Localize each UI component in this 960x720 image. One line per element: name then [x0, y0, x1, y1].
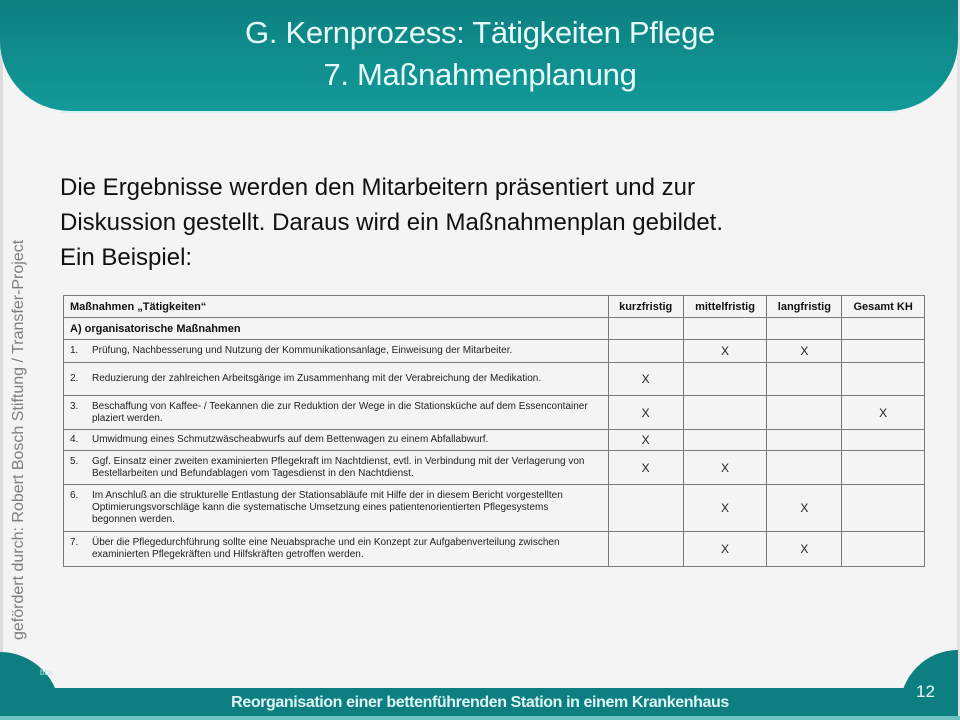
table-row [64, 363, 925, 396]
section-row [64, 318, 925, 340]
header-short-term: kurzfristig [608, 296, 683, 318]
measure-number: 1. [70, 345, 79, 356]
intro-line-2: Diskussion gestellt. Daraus wird ein Maßnahmenplan gebildet. [60, 209, 723, 236]
empty-cell [767, 318, 842, 340]
total-mark [842, 532, 925, 567]
short-term-mark: X [608, 363, 683, 396]
mid-term-mark: X [683, 532, 767, 567]
mid-term-mark: X [683, 340, 767, 363]
table-row [64, 532, 925, 567]
measure-cell [64, 430, 609, 451]
header-highlight [60, 111, 898, 113]
mid-term-mark [683, 396, 767, 430]
measure-text: Ggf. Einsatz einer zweiten examinierten Pflegekraft im Nachtdienst, evtl. in Verbindung mit der Verlagerung von Bestellarbeiten und Befundablagen vom Tagesdienst in den Nachtdienst. [92, 455, 585, 479]
measure-cell [64, 532, 609, 567]
short-term-mark: X [608, 396, 683, 430]
measure-text: Im Anschluß an die strukturelle Entlastung der Stationsabläufe mit Hilfe der in diesem Bericht vorgestellten Optimierungsvorschläge kann die systematische Umsetzung eines patientenorientierten Pflegesystems begonnen werden. [92, 490, 563, 525]
measure-text: Prüfung, Nachbesserung und Nutzung der Kommunikationsanlage, Einweisung der Mitarbeiter. [92, 345, 513, 356]
table-row [64, 396, 925, 430]
slide-subtitle: 7. Maßnahmenplanung [323, 57, 637, 92]
mid-term-mark [683, 363, 767, 396]
logo-icon: bbs [40, 668, 53, 677]
header-measures: Maßnahmen „Tätigkeiten“ [64, 296, 609, 318]
intro-paragraph [60, 170, 920, 275]
mid-term-mark: X [683, 485, 767, 532]
long-term-mark: X [767, 532, 842, 567]
empty-cell [608, 318, 683, 340]
slide-frame-left [0, 0, 3, 720]
measure-cell [64, 363, 609, 396]
measure-number: 7. [70, 537, 79, 548]
long-term-mark [767, 363, 842, 396]
long-term-mark [767, 430, 842, 451]
slide-title: G. Kernprozess: Tätigkeiten Pflege [245, 15, 715, 50]
table-row [64, 340, 925, 363]
measure-number: 6. [70, 490, 79, 501]
total-mark [842, 451, 925, 485]
long-term-mark: X [767, 485, 842, 532]
footer-title: Reorganisation einer bettenführenden Station in einem Krankenhaus [231, 694, 729, 711]
long-term-mark [767, 451, 842, 485]
measure-text: Reduzierung der zahlreichen Arbeitsgänge im Zusammenhang mit der Verabreichung der Medikation. [92, 373, 542, 384]
measure-text: Über die Pflegedurchführung sollte eine Neuabsprache und ein Konzept zur Aufgabenverteilung zwischen examinierten Pflegekräften und Hilfskräften getroffen werden. [92, 537, 560, 560]
header-total-hospital: Gesamt KH [842, 296, 925, 318]
measure-cell [64, 396, 609, 430]
short-term-mark [608, 532, 683, 567]
header-mid-term: mittelfristig [683, 296, 767, 318]
header-long-term: langfristig [767, 296, 842, 318]
empty-cell [683, 318, 767, 340]
footer-bottom-line [0, 716, 960, 720]
total-mark [842, 340, 925, 363]
measure-number: 3. [70, 400, 79, 412]
intro-line-1: Die Ergebnisse werden den Mitarbeitern präsentiert und zur [60, 174, 696, 201]
table-row [64, 451, 925, 485]
short-term-mark [608, 340, 683, 363]
measure-cell [64, 485, 609, 532]
long-term-mark: X [767, 340, 842, 363]
table-header-row [64, 296, 925, 318]
total-mark [842, 363, 925, 396]
measure-cell [64, 451, 609, 485]
measure-cell [64, 340, 609, 363]
total-mark [842, 485, 925, 532]
measure-number: 4. [70, 434, 79, 445]
section-title: A) organisatorische Maßnahmen [64, 318, 609, 340]
total-mark [842, 430, 925, 451]
funding-note: gefördert durch: Robert Bosch Stiftung / Transfer-Project [10, 239, 27, 640]
measure-number: 5. [70, 455, 79, 467]
measures-table [63, 295, 925, 567]
short-term-mark: X [608, 430, 683, 451]
mid-term-mark [683, 430, 767, 451]
table-row [64, 430, 925, 451]
total-mark: X [842, 396, 925, 430]
short-term-mark [608, 485, 683, 532]
long-term-mark [767, 396, 842, 430]
measure-text: Beschaffung von Kaffee- / Teekannen die zur Reduktion der Wege in die Stationsküche auf dem Essencontainer plaziert werden. [92, 400, 588, 424]
short-term-mark: X [608, 451, 683, 485]
intro-line-3: Ein Beispiel: [60, 244, 193, 271]
mid-term-mark: X [683, 451, 767, 485]
empty-cell [842, 318, 925, 340]
table-row [64, 485, 925, 532]
measure-text: Umwidmung eines Schmutzwäscheabwurfs auf dem Bettenwagen zu einem Abfallabwurf. [92, 434, 489, 445]
page-number: 12 [916, 682, 935, 701]
measure-number: 2. [70, 373, 79, 384]
